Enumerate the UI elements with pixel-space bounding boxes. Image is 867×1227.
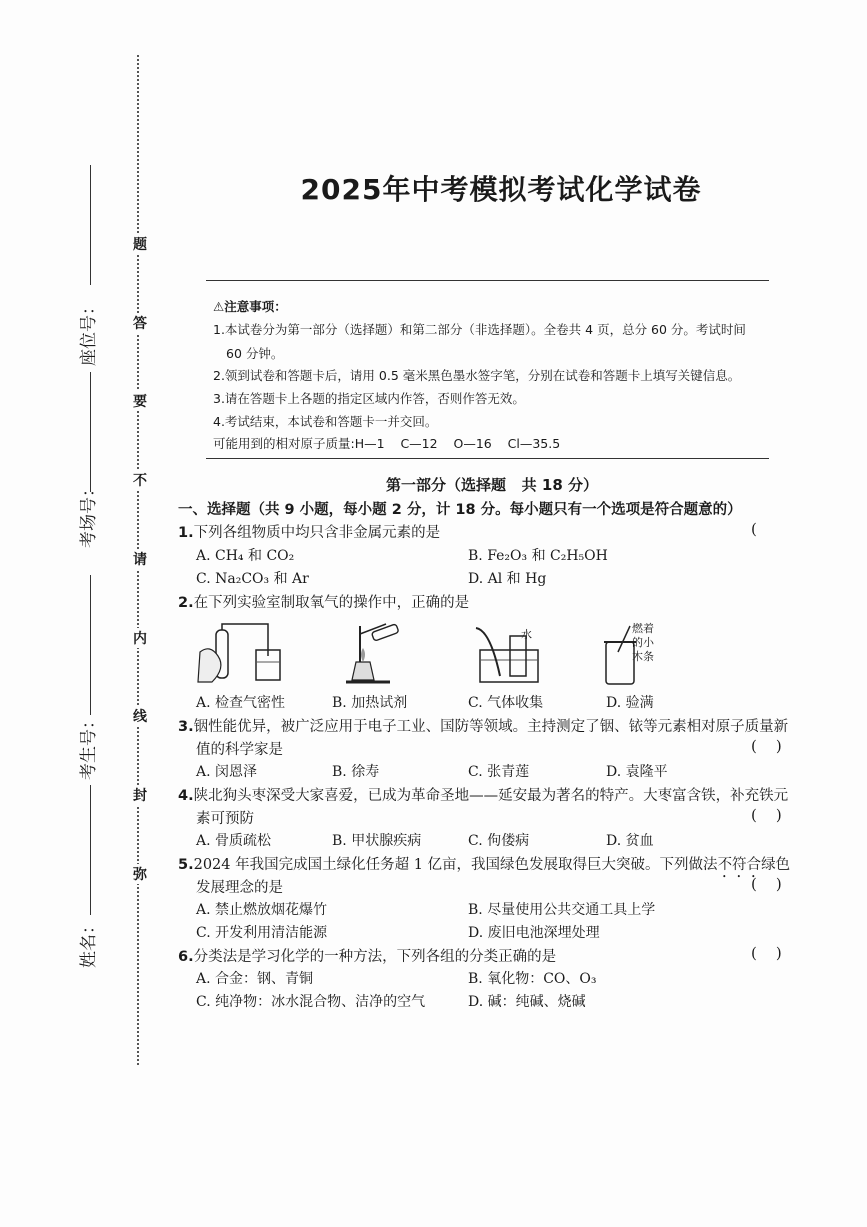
answer-bracket: ( ) xyxy=(751,806,782,824)
figure-label-stick: 木条 xyxy=(632,650,654,663)
exam-room-label: 考场号： xyxy=(79,480,99,548)
option-c: C. 气体收集 xyxy=(468,695,544,711)
option-d: D. Al 和 Hg xyxy=(468,571,547,587)
seal-char: 要 xyxy=(133,391,147,411)
warning-icon: ⚠ xyxy=(213,299,225,314)
answer-bracket: ( ) xyxy=(751,875,782,893)
answer-bracket: ( xyxy=(751,520,757,538)
question-3-stem-cont: 值的科学家是 xyxy=(196,742,283,758)
notice-line: 60 分钟。 xyxy=(226,346,284,361)
option-c: C. 开发利用清洁能源 xyxy=(196,925,328,941)
seal-char: 封 xyxy=(133,785,147,805)
candidate-number-field[interactable] xyxy=(90,575,91,715)
seal-char: 不 xyxy=(133,470,147,490)
atomic-mass-line: 可能用到的相对原子质量:H—1 C—12 O—16 Cl—35.5 xyxy=(213,436,561,451)
option-d: D. 袁隆平 xyxy=(606,764,668,780)
option-c: C. Na₂CO₃ 和 Ar xyxy=(196,571,309,587)
option-a: A. 骨质疏松 xyxy=(196,833,272,849)
option-b: B. 加热试剂 xyxy=(332,695,408,711)
option-a: A. 检查气密性 xyxy=(196,695,286,711)
option-c: C. 纯净物：冰水混合物、洁净的空气 xyxy=(196,994,426,1010)
option-b: B. 氧化物：CO、O₃ xyxy=(468,971,597,987)
heating-reagent-figure xyxy=(340,618,410,688)
seal-char: 请 xyxy=(133,549,147,569)
page-title: 2025年中考模拟考试化学试卷 xyxy=(300,173,702,206)
question-3-stem: 3.铟性能优异，被广泛应用于电子工业、国防等领域。主持测定了铟、铱等元素相对原子质量新 xyxy=(178,719,789,735)
option-c: C. 张青莲 xyxy=(468,764,530,780)
section-heading: 一、选择题（共 9 小题，每小题 2 分，计 18 分。每小题只有一个选项是符合题意的） xyxy=(178,502,742,518)
option-b: B. 甲状腺疾病 xyxy=(332,833,422,849)
option-a: A. 闵恩泽 xyxy=(196,764,258,780)
option-b: B. 徐寿 xyxy=(332,764,380,780)
candidate-number-label: 考生号： xyxy=(79,712,99,780)
question-4-stem: 4.陕北狗头枣深受大家喜爱，已成为革命圣地——延安最为著名的特产。大枣富含铁，补充铁元 xyxy=(178,788,789,804)
question-5-stem: 5.2024 年我国完成国土绿化任务超 1 亿亩，我国绿色发展取得巨大突破。下列做法不符合绿色 xyxy=(178,857,791,873)
notice-line: 4.考试结束，本试卷和答题卡一并交回。 xyxy=(213,414,438,429)
seal-char: 线 xyxy=(133,706,147,726)
option-d: D. 碱：纯碱、烧碱 xyxy=(468,994,586,1010)
option-d: D. 废旧电池深埋处理 xyxy=(468,925,600,941)
option-a: A. CH₄ 和 CO₂ xyxy=(196,548,295,564)
notice-line: 2.领到试卷和答题卡后，请用 0.5 毫米黑色墨水签字笔，分别在试卷和答题卡上填写关键信息。 xyxy=(213,368,741,383)
answer-bracket: ( ) xyxy=(751,944,782,962)
notice-heading: ⚠注意事项： xyxy=(213,299,287,314)
gas-collection-figure xyxy=(474,626,544,688)
figure-label-water: 水 xyxy=(521,628,532,641)
seal-char: 答 xyxy=(133,313,147,333)
option-d: D. 贫血 xyxy=(606,833,654,849)
exam-room-field[interactable] xyxy=(90,372,91,492)
notice-line: 3.请在答题卡上各题的指定区域内作答，否则作答无效。 xyxy=(213,391,525,406)
option-a: A. 合金：钢、青铜 xyxy=(196,971,314,987)
seat-number-label: 座位号： xyxy=(79,298,99,366)
notice-line: 1.本试卷分为第一部分（选择题）和第二部分（非选择题）。全卷共 4 页，总分 60 分。考试时间 xyxy=(213,322,746,337)
option-c: C. 佝偻病 xyxy=(468,833,530,849)
option-d: D. 验满 xyxy=(606,695,654,711)
question-5-stem-cont: 发展理念的是 xyxy=(196,880,283,896)
name-field[interactable] xyxy=(90,785,91,915)
option-b: B. 尽量使用公共交通工具上学 xyxy=(468,902,656,918)
seal-char: 弥 xyxy=(133,864,147,884)
question-6-stem: 6.分类法是学习化学的一种方法，下列各组的分类正确的是 xyxy=(178,949,557,965)
figure-label-stick: 燃着 xyxy=(632,622,654,635)
name-label: 姓名： xyxy=(79,917,99,968)
question-2-stem: 2.在下列实验室制取氧气的操作中，正确的是 xyxy=(178,595,470,611)
question-1-stem: 1.下列各组物质中均只含非金属元素的是 xyxy=(178,525,441,541)
seal-char: 内 xyxy=(133,628,147,648)
emphasis-text: 不符合 xyxy=(717,857,762,873)
figure-label-stick: 的小 xyxy=(632,636,654,649)
answer-bracket: ( ) xyxy=(751,737,782,755)
notice-top-rule xyxy=(206,280,769,281)
question-4-stem-cont: 素可预防 xyxy=(196,811,254,827)
part1-heading: 第一部分（选择题 共 18 分） xyxy=(386,476,598,494)
airtightness-check-figure xyxy=(196,622,286,688)
option-b: B. Fe₂O₃ 和 C₂H₅OH xyxy=(468,548,608,564)
seal-char: 题 xyxy=(133,234,147,254)
option-a: A. 禁止燃放烟花爆竹 xyxy=(196,902,328,918)
notice-bottom-rule xyxy=(206,458,769,459)
